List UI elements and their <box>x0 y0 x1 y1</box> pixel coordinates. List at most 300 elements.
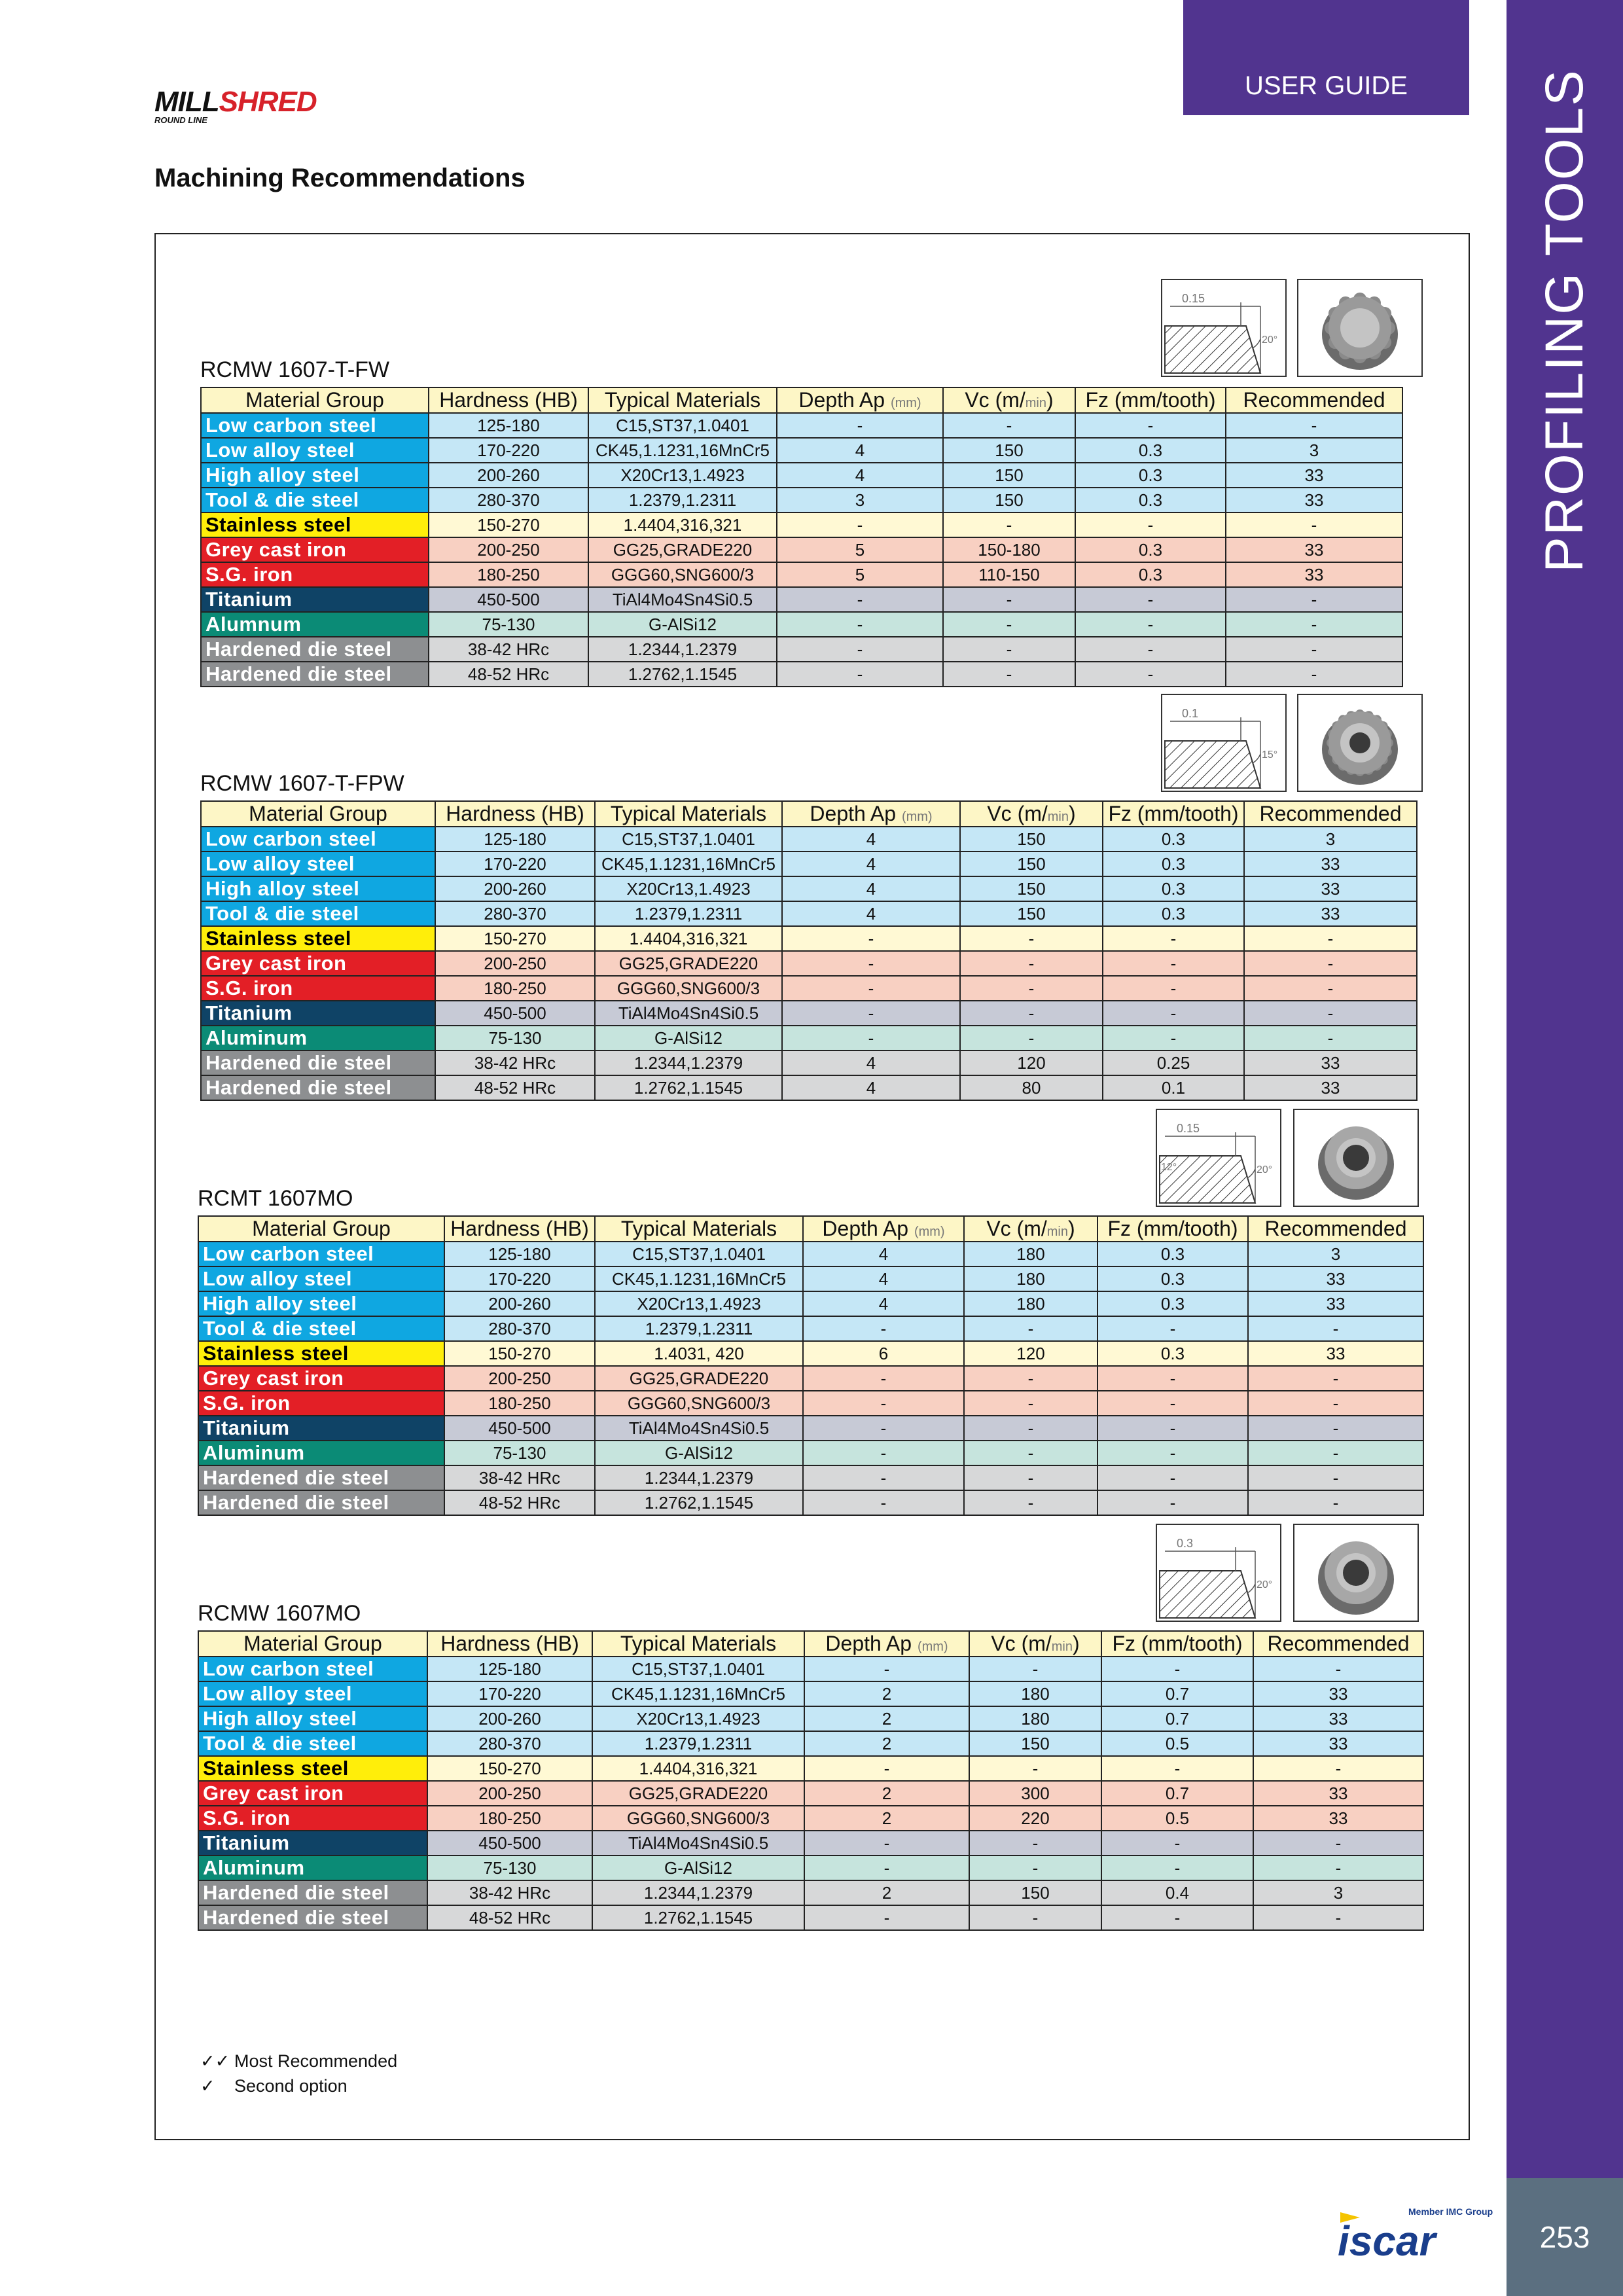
cell-hardness: 48-52 HRc <box>435 1075 595 1100</box>
cell-hardness: 125-180 <box>427 1657 592 1681</box>
cell-material: Stainless steel <box>201 512 429 537</box>
cell-hardness: 180-250 <box>435 976 595 1001</box>
cell-fz: - <box>1075 512 1226 537</box>
col-header-fz: Fz (mm/tooth) <box>1097 1216 1248 1242</box>
cell-typical: 1.4404,316,321 <box>588 512 777 537</box>
cell-depth: - <box>782 1026 960 1050</box>
cell-material: Hardened die steel <box>201 637 429 662</box>
cell-vc: 150 <box>943 438 1075 463</box>
cell-rec: 33 <box>1253 1681 1423 1706</box>
cell-depth: 4 <box>777 438 943 463</box>
table-title: RCMT 1607MO <box>198 1186 353 1211</box>
cell-typical: X20Cr13,1.4923 <box>588 463 777 488</box>
cell-fz: 0.3 <box>1103 852 1244 876</box>
col-header-rec: Recommended <box>1244 801 1417 827</box>
cell-material: S.G. iron <box>198 1391 444 1416</box>
cell-material: Titanium <box>201 1001 435 1026</box>
cell-rec: 33 <box>1253 1806 1423 1831</box>
cell-material: S.G. iron <box>198 1806 427 1831</box>
cell-material: Grey cast iron <box>201 537 429 562</box>
cell-typical: 1.2344,1.2379 <box>595 1050 782 1075</box>
cell-material: Alumnum <box>201 612 429 637</box>
cell-fz: 0.25 <box>1103 1050 1244 1075</box>
table-row <box>201 438 1402 463</box>
col-header-depth: Depth Ap (mm) <box>782 801 960 827</box>
cell-material: Low alloy steel <box>198 1681 427 1706</box>
cell-material: Stainless steel <box>201 926 435 951</box>
table-row <box>198 1391 1423 1416</box>
cell-depth: - <box>804 1856 969 1880</box>
cell-vc: - <box>964 1465 1097 1490</box>
cell-typical: GG25,GRADE220 <box>595 1366 803 1391</box>
cell-fz: - <box>1097 1391 1248 1416</box>
cell-material: Low alloy steel <box>201 438 429 463</box>
cell-typical: TiAl4Mo4Sn4Si0.5 <box>595 1001 782 1026</box>
cell-rec: 33 <box>1253 1781 1423 1806</box>
table-row <box>201 951 1417 976</box>
cell-rec: - <box>1226 413 1402 438</box>
cell-vc: 150 <box>960 852 1103 876</box>
cell-depth: 5 <box>777 537 943 562</box>
cell-depth: 4 <box>803 1291 964 1316</box>
insert-photo <box>1297 279 1423 377</box>
cell-material: Tool & die steel <box>201 901 435 926</box>
cell-rec: - <box>1226 662 1402 687</box>
cell-typical: 1.2379,1.2311 <box>588 488 777 512</box>
col-header-hardness: Hardness (HB) <box>444 1216 595 1242</box>
header-row <box>201 801 1417 827</box>
cell-vc: 150 <box>943 488 1075 512</box>
cell-hardness: 200-260 <box>444 1291 595 1316</box>
cell-vc: - <box>964 1391 1097 1416</box>
cell-rec: 33 <box>1253 1706 1423 1731</box>
cell-typical: GGG60,SNG600/3 <box>595 976 782 1001</box>
cell-vc: 180 <box>964 1242 1097 1266</box>
cell-material: Low carbon steel <box>198 1242 444 1266</box>
cell-vc: - <box>964 1316 1097 1341</box>
cell-fz: - <box>1097 1465 1248 1490</box>
cell-fz: - <box>1075 612 1226 637</box>
legend-item: ✓ Second option <box>200 2076 348 2096</box>
cell-hardness: 125-180 <box>444 1242 595 1266</box>
insert-geometry-diagram <box>1161 694 1287 792</box>
cell-depth: - <box>803 1391 964 1416</box>
cell-vc: 110-150 <box>943 562 1075 587</box>
cell-material: Titanium <box>201 587 429 612</box>
cell-vc: - <box>960 976 1103 1001</box>
cell-rec: 33 <box>1226 488 1402 512</box>
cell-depth: 2 <box>804 1806 969 1831</box>
cell-depth: 4 <box>803 1242 964 1266</box>
cell-typical: 1.2379,1.2311 <box>595 1316 803 1341</box>
insert-geometry-diagram <box>1156 1524 1281 1622</box>
cell-fz: 0.3 <box>1075 438 1226 463</box>
cell-typical: GGG60,SNG600/3 <box>595 1391 803 1416</box>
cell-material: S.G. iron <box>201 976 435 1001</box>
cell-fz: 0.3 <box>1097 1242 1248 1266</box>
cell-depth: - <box>777 587 943 612</box>
cell-vc: 150 <box>960 901 1103 926</box>
cell-fz: - <box>1103 1026 1244 1050</box>
cell-typical: X20Cr13,1.4923 <box>592 1706 804 1731</box>
cell-depth: - <box>777 637 943 662</box>
svg-text:0.3: 0.3 <box>1177 1537 1194 1550</box>
cell-depth: 2 <box>804 1706 969 1731</box>
table-row <box>198 1831 1423 1856</box>
cell-material: Tool & die steel <box>201 488 429 512</box>
cell-hardness: 75-130 <box>429 612 588 637</box>
cell-typical: 1.2762,1.1545 <box>595 1490 803 1515</box>
col-header-depth: Depth Ap (mm) <box>803 1216 964 1242</box>
cell-vc: 150 <box>943 463 1075 488</box>
table-title: RCMW 1607-T-FPW <box>200 771 404 796</box>
col-header-depth: Depth Ap (mm) <box>777 387 943 413</box>
cell-depth: 4 <box>782 827 960 852</box>
cell-hardness: 38-42 HRc <box>435 1050 595 1075</box>
iscar-caption: Member IMC Group <box>1408 2206 1493 2217</box>
cell-typical: CK45,1.1231,16MnCr5 <box>592 1681 804 1706</box>
cell-hardness: 180-250 <box>427 1806 592 1831</box>
cell-depth: 4 <box>782 852 960 876</box>
cell-typical: C15,ST37,1.0401 <box>595 827 782 852</box>
cell-material: Grey cast iron <box>198 1366 444 1391</box>
cell-material: Titanium <box>198 1831 427 1856</box>
col-header-material: Material Group <box>198 1631 427 1657</box>
cell-rec: 33 <box>1248 1291 1423 1316</box>
cell-rec: - <box>1253 1756 1423 1781</box>
cell-material: High alloy steel <box>198 1706 427 1731</box>
cell-fz: 0.7 <box>1101 1706 1253 1731</box>
cell-fz: - <box>1101 1756 1253 1781</box>
cell-hardness: 150-270 <box>444 1341 595 1366</box>
table-row <box>198 1465 1423 1490</box>
cell-hardness: 200-260 <box>427 1706 592 1731</box>
cell-rec: 33 <box>1253 1731 1423 1756</box>
cell-hardness: 180-250 <box>444 1391 595 1416</box>
cell-hardness: 48-52 HRc <box>429 662 588 687</box>
cell-hardness: 450-500 <box>444 1416 595 1441</box>
cell-material: Low alloy steel <box>201 852 435 876</box>
cell-hardness: 200-260 <box>435 876 595 901</box>
svg-text:0.15: 0.15 <box>1177 1122 1200 1135</box>
cell-typical: 1.4404,316,321 <box>592 1756 804 1781</box>
cell-hardness: 150-270 <box>435 926 595 951</box>
cell-typical: 1.2762,1.1545 <box>588 662 777 687</box>
table-title: RCMW 1607MO <box>198 1601 361 1626</box>
cell-depth: 6 <box>803 1341 964 1366</box>
cell-vc: 150 <box>969 1880 1101 1905</box>
table-section <box>198 1186 1424 1516</box>
table-row <box>201 612 1402 637</box>
cell-vc: 180 <box>969 1681 1101 1706</box>
cell-depth: - <box>782 1001 960 1026</box>
table-row <box>198 1756 1423 1781</box>
cell-vc: 180 <box>964 1266 1097 1291</box>
cell-typical: 1.4404,316,321 <box>595 926 782 951</box>
cell-hardness: 450-500 <box>429 587 588 612</box>
cell-fz: 0.3 <box>1103 876 1244 901</box>
header-row <box>201 387 1402 413</box>
table-row <box>201 1075 1417 1100</box>
cell-vc: - <box>964 1416 1097 1441</box>
col-header-rec: Recommended <box>1253 1631 1423 1657</box>
header-row <box>198 1216 1423 1242</box>
cell-fz: - <box>1101 1856 1253 1880</box>
cell-fz: - <box>1101 1831 1253 1856</box>
cell-hardness: 125-180 <box>435 827 595 852</box>
cell-vc: 220 <box>969 1806 1101 1831</box>
cell-fz: - <box>1097 1416 1248 1441</box>
cell-typical: 1.2344,1.2379 <box>588 637 777 662</box>
cell-hardness: 38-42 HRc <box>427 1880 592 1905</box>
svg-text:0.15: 0.15 <box>1182 292 1205 305</box>
cell-vc: - <box>969 1831 1101 1856</box>
cell-rec: - <box>1248 1391 1423 1416</box>
col-header-typical: Typical Materials <box>592 1631 804 1657</box>
cell-material: Low carbon steel <box>198 1657 427 1681</box>
page-title: Machining Recommendations <box>154 164 526 192</box>
cell-fz: 0.7 <box>1101 1781 1253 1806</box>
cell-depth: - <box>803 1366 964 1391</box>
cell-hardness: 280-370 <box>427 1731 592 1756</box>
cell-typical: CK45,1.1231,16MnCr5 <box>595 852 782 876</box>
svg-text:15°: 15° <box>1262 749 1278 761</box>
col-header-material: Material Group <box>201 387 429 413</box>
cell-vc: - <box>964 1366 1097 1391</box>
cell-hardness: 200-250 <box>429 537 588 562</box>
cell-fz: - <box>1097 1316 1248 1341</box>
cell-vc: 80 <box>960 1075 1103 1100</box>
cell-fz: - <box>1103 976 1244 1001</box>
cell-hardness: 38-42 HRc <box>429 637 588 662</box>
svg-text:20°: 20° <box>1257 1579 1273 1590</box>
cell-hardness: 170-220 <box>427 1681 592 1706</box>
insert-photo <box>1293 1524 1419 1622</box>
cell-fz: - <box>1075 413 1226 438</box>
cell-hardness: 280-370 <box>429 488 588 512</box>
table-row <box>201 637 1402 662</box>
cell-rec: 33 <box>1226 537 1402 562</box>
cell-rec: 33 <box>1244 1050 1417 1075</box>
cell-depth: 2 <box>804 1781 969 1806</box>
table-row <box>201 852 1417 876</box>
cell-rec: 33 <box>1248 1341 1423 1366</box>
cell-hardness: 450-500 <box>435 1001 595 1026</box>
cell-depth: - <box>803 1416 964 1441</box>
cell-depth: - <box>777 662 943 687</box>
cell-fz: 0.4 <box>1101 1880 1253 1905</box>
cell-fz: 0.3 <box>1097 1341 1248 1366</box>
cell-depth: 5 <box>777 562 943 587</box>
cell-hardness: 280-370 <box>435 901 595 926</box>
cell-rec: 3 <box>1253 1880 1423 1905</box>
table-row <box>201 537 1402 562</box>
table-row <box>201 901 1417 926</box>
table-row <box>198 1905 1423 1930</box>
cell-fz: 0.3 <box>1075 463 1226 488</box>
table-row <box>201 827 1417 852</box>
col-header-material: Material Group <box>198 1216 444 1242</box>
cell-material: Grey cast iron <box>201 951 435 976</box>
cell-hardness: 125-180 <box>429 413 588 438</box>
cell-fz: 0.3 <box>1075 488 1226 512</box>
table-row <box>201 587 1402 612</box>
recommendation-table <box>198 1215 1424 1516</box>
cell-typical: GG25,GRADE220 <box>588 537 777 562</box>
cell-depth: - <box>804 1831 969 1856</box>
col-header-material: Material Group <box>201 801 435 827</box>
cell-depth: - <box>782 976 960 1001</box>
table-row <box>198 1681 1423 1706</box>
cell-typical: C15,ST37,1.0401 <box>592 1657 804 1681</box>
cell-typical: 1.2762,1.1545 <box>592 1905 804 1930</box>
cell-typical: C15,ST37,1.0401 <box>595 1242 803 1266</box>
table-row <box>201 488 1402 512</box>
table-row <box>198 1316 1423 1341</box>
cell-depth: - <box>804 1905 969 1930</box>
svg-text:20°: 20° <box>1257 1164 1273 1175</box>
iscar-wordmark: iscar <box>1338 2217 1436 2265</box>
cell-fz: - <box>1103 951 1244 976</box>
cell-typical: CK45,1.1231,16MnCr5 <box>595 1266 803 1291</box>
table-section <box>198 1601 1424 1931</box>
table-row <box>198 1657 1423 1681</box>
cell-vc: - <box>969 1856 1101 1880</box>
table-row <box>201 562 1402 587</box>
table-row <box>198 1706 1423 1731</box>
col-header-fz: Fz (mm/tooth) <box>1101 1631 1253 1657</box>
table-row <box>198 1341 1423 1366</box>
cell-vc: 300 <box>969 1781 1101 1806</box>
cell-material: Aluminum <box>201 1026 435 1050</box>
table-row <box>201 1001 1417 1026</box>
cell-typical: 1.2344,1.2379 <box>592 1880 804 1905</box>
cell-rec: - <box>1244 926 1417 951</box>
table-row <box>198 1490 1423 1515</box>
cell-hardness: 200-250 <box>427 1781 592 1806</box>
cell-fz: - <box>1103 1001 1244 1026</box>
cell-material: Titanium <box>198 1416 444 1441</box>
cell-hardness: 75-130 <box>435 1026 595 1050</box>
cell-vc: 150 <box>969 1731 1101 1756</box>
cell-typical: GG25,GRADE220 <box>595 951 782 976</box>
svg-text:12°: 12° <box>1161 1162 1177 1173</box>
col-header-hardness: Hardness (HB) <box>429 387 588 413</box>
cell-material: Tool & die steel <box>198 1316 444 1341</box>
col-header-rec: Recommended <box>1248 1216 1423 1242</box>
table-row <box>201 976 1417 1001</box>
col-header-hardness: Hardness (HB) <box>427 1631 592 1657</box>
cell-vc: 120 <box>964 1341 1097 1366</box>
cell-rec: - <box>1226 612 1402 637</box>
cell-typical: 1.2762,1.1545 <box>595 1075 782 1100</box>
cell-vc: 150 <box>960 827 1103 852</box>
cell-typical: G-AlSi12 <box>588 612 777 637</box>
cell-rec: 33 <box>1244 876 1417 901</box>
cell-material: Low carbon steel <box>201 413 429 438</box>
page-number: 253 <box>1507 2178 1623 2296</box>
cell-rec: - <box>1226 637 1402 662</box>
cell-vc: - <box>943 612 1075 637</box>
cell-rec: - <box>1248 1316 1423 1341</box>
cell-rec: 33 <box>1248 1266 1423 1291</box>
cell-fz: - <box>1101 1905 1253 1930</box>
cell-depth: - <box>803 1316 964 1341</box>
cell-rec: - <box>1253 1905 1423 1930</box>
cell-rec: - <box>1253 1856 1423 1880</box>
cell-rec: 33 <box>1244 852 1417 876</box>
cell-fz: 0.3 <box>1097 1291 1248 1316</box>
cell-vc: - <box>969 1657 1101 1681</box>
cell-hardness: 38-42 HRc <box>444 1465 595 1490</box>
cell-material: Low carbon steel <box>201 827 435 852</box>
cell-fz: 0.7 <box>1101 1681 1253 1706</box>
cell-material: Hardened die steel <box>201 1050 435 1075</box>
cell-depth: 4 <box>803 1266 964 1291</box>
cell-typical: G-AlSi12 <box>595 1026 782 1050</box>
table-row <box>201 512 1402 537</box>
cell-hardness: 180-250 <box>429 562 588 587</box>
cell-typical: TiAl4Mo4Sn4Si0.5 <box>595 1416 803 1441</box>
cell-vc: - <box>964 1441 1097 1465</box>
cell-material: Hardened die steel <box>198 1490 444 1515</box>
cell-material: Stainless steel <box>198 1341 444 1366</box>
cell-hardness: 150-270 <box>427 1756 592 1781</box>
cell-hardness: 170-220 <box>435 852 595 876</box>
cell-vc: - <box>964 1490 1097 1515</box>
cell-depth: - <box>777 413 943 438</box>
cell-rec: 3 <box>1244 827 1417 852</box>
cell-depth: 2 <box>804 1731 969 1756</box>
cell-typical: G-AlSi12 <box>595 1441 803 1465</box>
cell-rec: 33 <box>1244 1075 1417 1100</box>
cell-typical: 1.2379,1.2311 <box>595 901 782 926</box>
cell-material: High alloy steel <box>198 1291 444 1316</box>
cell-hardness: 48-52 HRc <box>427 1905 592 1930</box>
cell-typical: GGG60,SNG600/3 <box>588 562 777 587</box>
table-row <box>198 1806 1423 1831</box>
recommendation-table <box>200 387 1403 687</box>
cell-depth: - <box>777 612 943 637</box>
cell-typical: 1.2379,1.2311 <box>592 1731 804 1756</box>
cell-rec: 33 <box>1244 901 1417 926</box>
cell-depth: 2 <box>804 1681 969 1706</box>
cell-typical: X20Cr13,1.4923 <box>595 876 782 901</box>
table-row <box>198 1366 1423 1391</box>
cell-typical: GGG60,SNG600/3 <box>592 1806 804 1831</box>
cell-typical: 1.4031, 420 <box>595 1341 803 1366</box>
cell-fz: 0.5 <box>1101 1806 1253 1831</box>
cell-hardness: 280-370 <box>444 1316 595 1341</box>
recommendation-table <box>200 800 1418 1101</box>
cell-depth: 4 <box>782 876 960 901</box>
cell-hardness: 75-130 <box>444 1441 595 1465</box>
table-row <box>201 662 1402 687</box>
cell-vc: - <box>969 1756 1101 1781</box>
cell-material: Stainless steel <box>198 1756 427 1781</box>
legend <box>200 2049 397 2098</box>
cell-hardness: 200-250 <box>444 1366 595 1391</box>
insert-photo <box>1297 694 1423 792</box>
table-row <box>198 1266 1423 1291</box>
cell-material: Hardened die steel <box>201 662 429 687</box>
cell-hardness: 75-130 <box>427 1856 592 1880</box>
cell-fz: 0.3 <box>1075 562 1226 587</box>
cell-vc: - <box>960 1001 1103 1026</box>
cell-rec: - <box>1248 1465 1423 1490</box>
table-section <box>200 357 1403 687</box>
col-header-hardness: Hardness (HB) <box>435 801 595 827</box>
